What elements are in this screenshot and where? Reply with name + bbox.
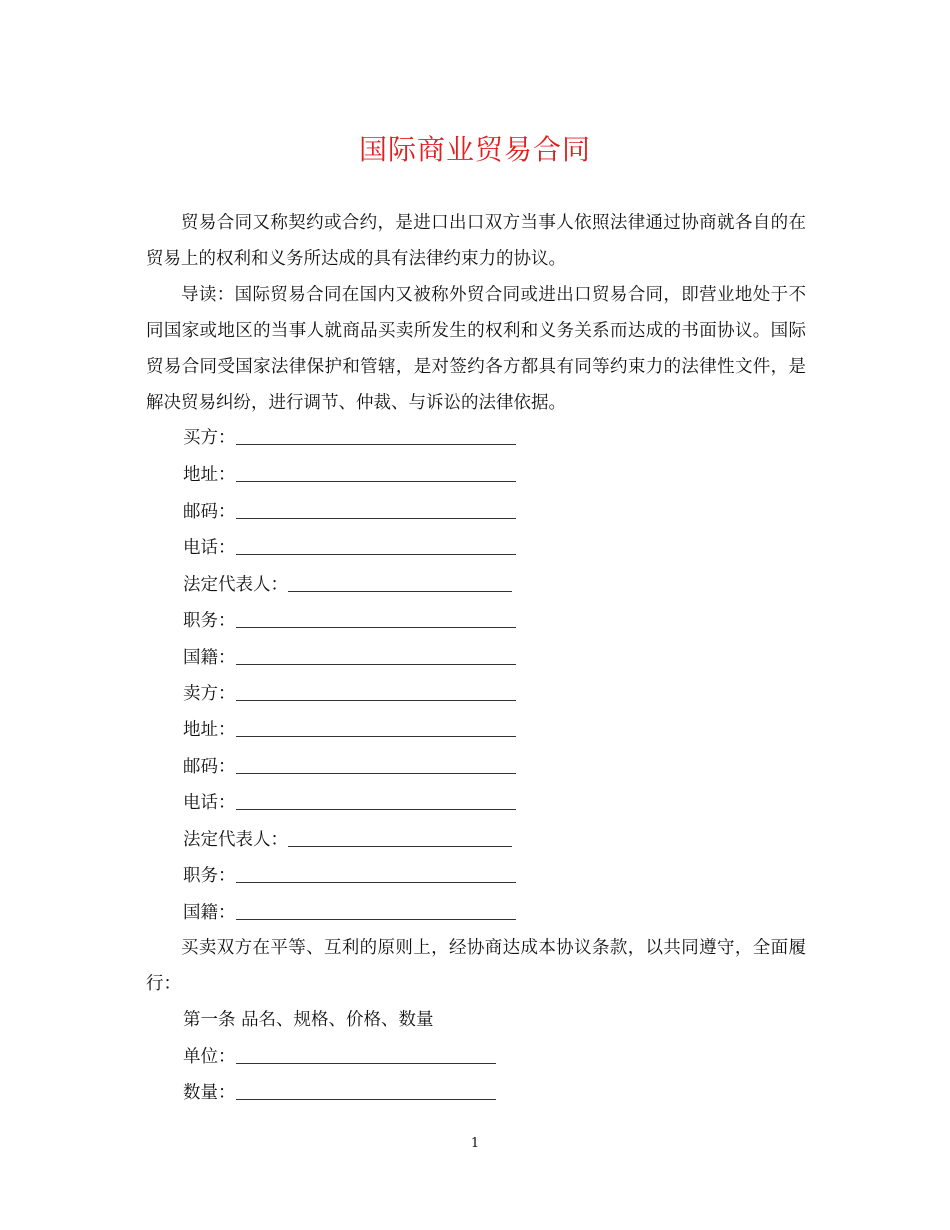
- field-label: 卖方：: [183, 684, 236, 704]
- seller-phone-field[interactable]: [183, 785, 516, 821]
- buyer-nationality-field[interactable]: [183, 640, 516, 676]
- fill-line[interactable]: [236, 444, 516, 445]
- fill-line[interactable]: [236, 1099, 496, 1100]
- field-label: 电话：: [183, 793, 236, 813]
- field-label: 数量：: [183, 1083, 236, 1103]
- field-label: 地址：: [183, 465, 236, 485]
- fill-line[interactable]: [236, 736, 516, 737]
- field-label: 职务：: [183, 866, 236, 886]
- fill-line[interactable]: [236, 518, 516, 519]
- unit-field[interactable]: [183, 1039, 496, 1075]
- field-label: 国籍：: [183, 903, 236, 923]
- fill-line[interactable]: [236, 919, 516, 920]
- field-label: 国籍：: [183, 648, 236, 668]
- fill-line[interactable]: [236, 882, 516, 883]
- document-title: 国际商业贸易合同: [358, 133, 591, 166]
- buyer-postcode-field[interactable]: [183, 494, 516, 530]
- fill-line[interactable]: [236, 809, 516, 810]
- buyer-phone-field[interactable]: [183, 530, 516, 566]
- guide-paragraph: 导读：国际贸易合同在国内又被称外贸合同或进出口贸易合同，即营业地处于不同国家或地区的当事人就商品买卖所发生的权利和义务关系而达成的书面协议。国际贸易合同受国家法律保护和管辖，是对签约各方都具有同等约束力的法律性文件，是解决贸易纠纷，进行调节、仲裁、与诉讼的法律依据。: [146, 285, 806, 413]
- fill-line[interactable]: [236, 664, 516, 665]
- field-label: 电话：: [183, 538, 236, 558]
- page-number: 1: [470, 1136, 480, 1151]
- seller-legal-rep-field[interactable]: [183, 822, 512, 858]
- buyer-address-field[interactable]: [183, 457, 516, 493]
- fill-line[interactable]: [236, 554, 516, 555]
- field-label: 法定代表人：: [183, 575, 288, 595]
- field-label: 地址：: [183, 720, 236, 740]
- fill-line[interactable]: [236, 773, 516, 774]
- fill-line[interactable]: [288, 846, 512, 847]
- agreement-paragraph: 买卖双方在平等、互利的原则上，经协商达成本协议条款，以共同遵守，全面履行：: [146, 938, 806, 994]
- fill-line[interactable]: [288, 591, 512, 592]
- seller-position-field[interactable]: [183, 858, 516, 894]
- seller-name-field[interactable]: [183, 676, 516, 712]
- buyer-legal-rep-field[interactable]: [183, 567, 512, 603]
- fill-line[interactable]: [236, 700, 516, 701]
- field-label: 邮码：: [183, 502, 236, 522]
- seller-address-field[interactable]: [183, 712, 516, 748]
- field-label: 单位：: [183, 1047, 236, 1067]
- fill-line[interactable]: [236, 481, 516, 482]
- field-label: 买方：: [183, 428, 236, 448]
- article-1-heading: 第一条 品名、规格、价格、数量: [183, 1010, 434, 1030]
- fill-line[interactable]: [236, 1063, 496, 1064]
- seller-postcode-field[interactable]: [183, 749, 516, 785]
- quantity-field[interactable]: [183, 1075, 496, 1111]
- buyer-position-field[interactable]: [183, 603, 516, 639]
- buyer-name-field[interactable]: [183, 420, 516, 456]
- intro-paragraph: 贸易合同又称契约或合约，是进口出口双方当事人依照法律通过协商就各自的在贸易上的权利和义务所达成的具有法律约束力的协议。: [146, 213, 806, 269]
- fill-line[interactable]: [236, 627, 516, 628]
- seller-nationality-field[interactable]: [183, 895, 516, 931]
- field-label: 职务：: [183, 611, 236, 631]
- field-label: 法定代表人：: [183, 830, 288, 850]
- field-label: 邮码：: [183, 757, 236, 777]
